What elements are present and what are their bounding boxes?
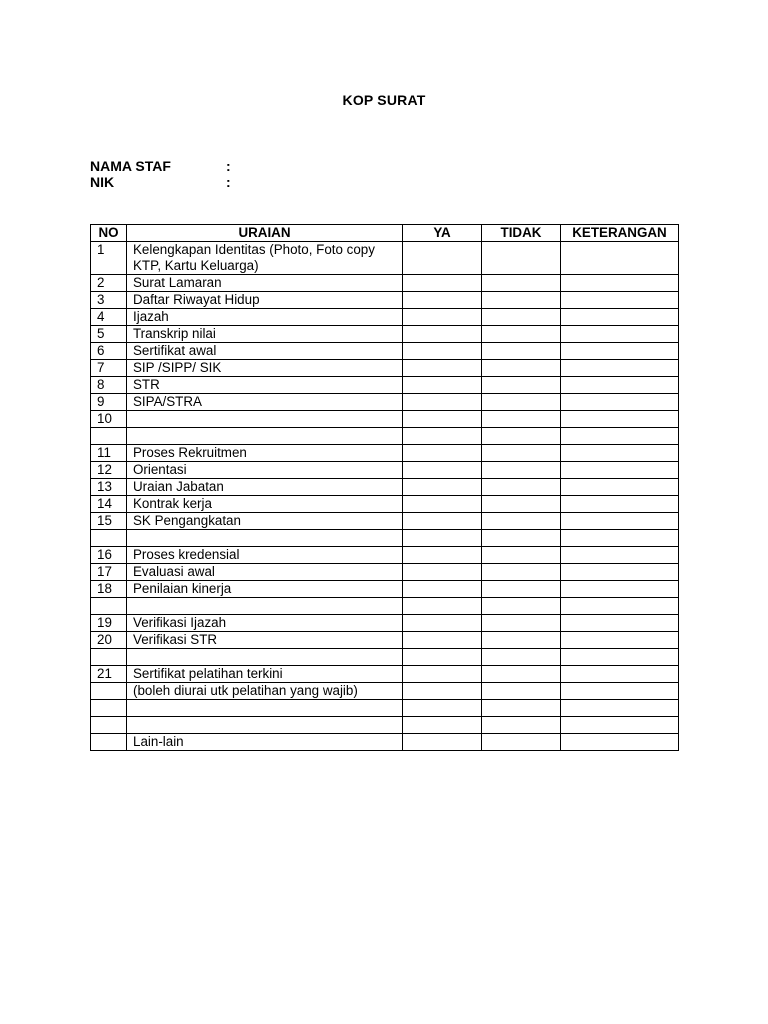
- cell-tidak[interactable]: [482, 292, 561, 309]
- cell-keterangan[interactable]: [561, 292, 679, 309]
- cell-tidak[interactable]: [482, 462, 561, 479]
- cell-no: 2: [91, 275, 127, 292]
- table-row: [91, 242, 679, 275]
- table-row: [91, 343, 679, 360]
- checklist-table: [90, 224, 679, 751]
- cell-tidak[interactable]: [482, 683, 561, 700]
- cell-tidak[interactable]: [482, 445, 561, 462]
- cell-uraian: Proses kredensial: [127, 547, 403, 564]
- cell-ya[interactable]: [403, 734, 482, 751]
- table-row: [91, 666, 679, 683]
- cell-ya[interactable]: [403, 530, 482, 547]
- cell-tidak[interactable]: [482, 326, 561, 343]
- cell-tidak[interactable]: [482, 394, 561, 411]
- cell-keterangan[interactable]: [561, 479, 679, 496]
- cell-uraian: Sertifikat awal: [127, 343, 403, 360]
- cell-keterangan[interactable]: [561, 564, 679, 581]
- cell-ya[interactable]: [403, 292, 482, 309]
- cell-no: 11: [91, 445, 127, 462]
- cell-ya[interactable]: [403, 717, 482, 734]
- cell-ya[interactable]: [403, 411, 482, 428]
- cell-ya[interactable]: [403, 377, 482, 394]
- field-colon: :: [226, 174, 231, 190]
- table-row: [91, 649, 679, 666]
- cell-ya[interactable]: [403, 598, 482, 615]
- cell-keterangan[interactable]: [561, 309, 679, 326]
- table-row: [91, 717, 679, 734]
- table-row: [91, 632, 679, 649]
- cell-uraian: Kelengkapan Identitas (Photo, Foto copy KTP, Kartu Keluarga): [127, 242, 403, 275]
- cell-keterangan[interactable]: [561, 513, 679, 530]
- field-colon: :: [226, 158, 231, 174]
- cell-no: 4: [91, 309, 127, 326]
- cell-uraian: Lain-lain: [127, 734, 403, 751]
- cell-no: 15: [91, 513, 127, 530]
- cell-tidak[interactable]: [482, 275, 561, 292]
- cell-keterangan[interactable]: [561, 326, 679, 343]
- table-row: [91, 326, 679, 343]
- cell-tidak[interactable]: [482, 581, 561, 598]
- table-row: [91, 700, 679, 717]
- cell-uraian: SK Pengangkatan: [127, 513, 403, 530]
- cell-ya[interactable]: [403, 428, 482, 445]
- cell-keterangan[interactable]: [561, 377, 679, 394]
- cell-keterangan[interactable]: [561, 547, 679, 564]
- cell-keterangan[interactable]: [561, 632, 679, 649]
- table-row: [91, 496, 679, 513]
- cell-tidak[interactable]: [482, 309, 561, 326]
- cell-keterangan[interactable]: [561, 411, 679, 428]
- header-ya: YA: [403, 225, 482, 242]
- cell-tidak[interactable]: [482, 666, 561, 683]
- cell-no: [91, 598, 127, 615]
- cell-no: 21: [91, 666, 127, 683]
- cell-ya[interactable]: [403, 615, 482, 632]
- cell-uraian: Evaluasi awal: [127, 564, 403, 581]
- cell-tidak[interactable]: [482, 513, 561, 530]
- page-title: KOP SURAT: [342, 92, 426, 108]
- field-nama-staf: [90, 158, 231, 174]
- cell-uraian: Transkrip nilai: [127, 326, 403, 343]
- cell-no: 5: [91, 326, 127, 343]
- cell-uraian: [127, 717, 403, 734]
- cell-no: 17: [91, 564, 127, 581]
- cell-ya[interactable]: [403, 496, 482, 513]
- cell-keterangan[interactable]: [561, 343, 679, 360]
- cell-ya[interactable]: [403, 275, 482, 292]
- cell-uraian: Verifikasi STR: [127, 632, 403, 649]
- cell-uraian: Surat Lamaran: [127, 275, 403, 292]
- cell-no: 14: [91, 496, 127, 513]
- cell-no: 16: [91, 547, 127, 564]
- cell-ya[interactable]: [403, 513, 482, 530]
- cell-ya[interactable]: [403, 242, 482, 275]
- cell-tidak[interactable]: [482, 632, 561, 649]
- table-row: [91, 564, 679, 581]
- cell-tidak[interactable]: [482, 649, 561, 666]
- cell-keterangan[interactable]: [561, 717, 679, 734]
- table-row: [91, 275, 679, 292]
- cell-tidak[interactable]: [482, 530, 561, 547]
- cell-keterangan[interactable]: [561, 242, 679, 275]
- cell-ya[interactable]: [403, 343, 482, 360]
- cell-tidak[interactable]: [482, 479, 561, 496]
- table-row: [91, 683, 679, 700]
- cell-keterangan[interactable]: [561, 275, 679, 292]
- cell-tidak[interactable]: [482, 564, 561, 581]
- cell-keterangan[interactable]: [561, 649, 679, 666]
- cell-uraian: SIPA/STRA: [127, 394, 403, 411]
- cell-ya[interactable]: [403, 309, 482, 326]
- table-row: [91, 411, 679, 428]
- cell-uraian: Ijazah: [127, 309, 403, 326]
- cell-no: 12: [91, 462, 127, 479]
- cell-tidak[interactable]: [482, 377, 561, 394]
- cell-no: [91, 649, 127, 666]
- cell-uraian: [127, 700, 403, 717]
- cell-keterangan[interactable]: [561, 615, 679, 632]
- cell-tidak[interactable]: [482, 615, 561, 632]
- cell-ya[interactable]: [403, 547, 482, 564]
- header-keterangan: KETERANGAN: [561, 225, 679, 242]
- cell-no: 1: [91, 242, 127, 275]
- cell-ya[interactable]: [403, 326, 482, 343]
- cell-uraian: (boleh diurai utk pelatihan yang wajib): [127, 683, 403, 700]
- cell-uraian: Kontrak kerja: [127, 496, 403, 513]
- cell-no: 18: [91, 581, 127, 598]
- cell-keterangan[interactable]: [561, 530, 679, 547]
- field-nik: [90, 174, 231, 190]
- cell-keterangan[interactable]: [561, 666, 679, 683]
- cell-ya[interactable]: [403, 479, 482, 496]
- table-row: [91, 479, 679, 496]
- cell-no: 3: [91, 292, 127, 309]
- cell-ya[interactable]: [403, 666, 482, 683]
- cell-no: 7: [91, 360, 127, 377]
- cell-uraian: Verifikasi Ijazah: [127, 615, 403, 632]
- cell-tidak[interactable]: [482, 717, 561, 734]
- cell-keterangan[interactable]: [561, 496, 679, 513]
- cell-uraian: STR: [127, 377, 403, 394]
- cell-uraian: Uraian Jabatan: [127, 479, 403, 496]
- cell-tidak[interactable]: [482, 598, 561, 615]
- table-row: [91, 445, 679, 462]
- cell-uraian: Daftar Riwayat Hidup: [127, 292, 403, 309]
- cell-tidak[interactable]: [482, 547, 561, 564]
- header-no: NO: [91, 225, 127, 242]
- cell-ya[interactable]: [403, 700, 482, 717]
- cell-keterangan[interactable]: [561, 360, 679, 377]
- table-row: [91, 530, 679, 547]
- cell-tidak[interactable]: [482, 734, 561, 751]
- cell-ya[interactable]: [403, 564, 482, 581]
- table-row: [91, 428, 679, 445]
- cell-uraian: [127, 649, 403, 666]
- cell-keterangan[interactable]: [561, 394, 679, 411]
- table-row: [91, 734, 679, 751]
- table-row: [91, 513, 679, 530]
- table-row: [91, 292, 679, 309]
- cell-ya[interactable]: [403, 581, 482, 598]
- cell-tidak[interactable]: [482, 496, 561, 513]
- header-uraian: URAIAN: [127, 225, 403, 242]
- cell-tidak[interactable]: [482, 700, 561, 717]
- cell-no: [91, 683, 127, 700]
- cell-uraian: [127, 530, 403, 547]
- cell-tidak[interactable]: [482, 360, 561, 377]
- table-row: [91, 377, 679, 394]
- table-row: [91, 360, 679, 377]
- cell-keterangan[interactable]: [561, 700, 679, 717]
- cell-keterangan[interactable]: [561, 683, 679, 700]
- cell-ya[interactable]: [403, 632, 482, 649]
- cell-uraian: SIP /SIPP/ SIK: [127, 360, 403, 377]
- cell-tidak[interactable]: [482, 411, 561, 428]
- cell-keterangan[interactable]: [561, 734, 679, 751]
- cell-no: 6: [91, 343, 127, 360]
- cell-no: [91, 428, 127, 445]
- table-row: [91, 581, 679, 598]
- cell-uraian: [127, 598, 403, 615]
- cell-ya[interactable]: [403, 445, 482, 462]
- cell-ya[interactable]: [403, 394, 482, 411]
- cell-no: [91, 700, 127, 717]
- cell-ya[interactable]: [403, 683, 482, 700]
- cell-no: 9: [91, 394, 127, 411]
- table-row: [91, 598, 679, 615]
- field-label: NAMA STAF: [90, 158, 171, 174]
- cell-uraian: Sertifikat pelatihan terkini: [127, 666, 403, 683]
- cell-no: 19: [91, 615, 127, 632]
- cell-uraian: [127, 428, 403, 445]
- cell-no: 8: [91, 377, 127, 394]
- table-row: [91, 615, 679, 632]
- cell-keterangan[interactable]: [561, 581, 679, 598]
- cell-uraian: [127, 411, 403, 428]
- table-row: [91, 462, 679, 479]
- cell-tidak[interactable]: [482, 343, 561, 360]
- cell-no: 13: [91, 479, 127, 496]
- cell-keterangan[interactable]: [561, 445, 679, 462]
- cell-uraian: Orientasi: [127, 462, 403, 479]
- cell-keterangan[interactable]: [561, 598, 679, 615]
- cell-no: 10: [91, 411, 127, 428]
- cell-uraian: Proses Rekruitmen: [127, 445, 403, 462]
- table-row: [91, 547, 679, 564]
- cell-ya[interactable]: [403, 649, 482, 666]
- cell-ya[interactable]: [403, 462, 482, 479]
- cell-no: 20: [91, 632, 127, 649]
- cell-no: [91, 734, 127, 751]
- table-row: [91, 309, 679, 326]
- cell-keterangan[interactable]: [561, 462, 679, 479]
- field-label: NIK: [90, 174, 115, 190]
- cell-tidak[interactable]: [482, 428, 561, 445]
- cell-tidak[interactable]: [482, 242, 561, 275]
- cell-keterangan[interactable]: [561, 428, 679, 445]
- table-row: [91, 394, 679, 411]
- table-header-row: [91, 225, 679, 242]
- cell-uraian: Penilaian kinerja: [127, 581, 403, 598]
- cell-no: [91, 717, 127, 734]
- cell-ya[interactable]: [403, 360, 482, 377]
- header-tidak: TIDAK: [482, 225, 561, 242]
- cell-no: [91, 530, 127, 547]
